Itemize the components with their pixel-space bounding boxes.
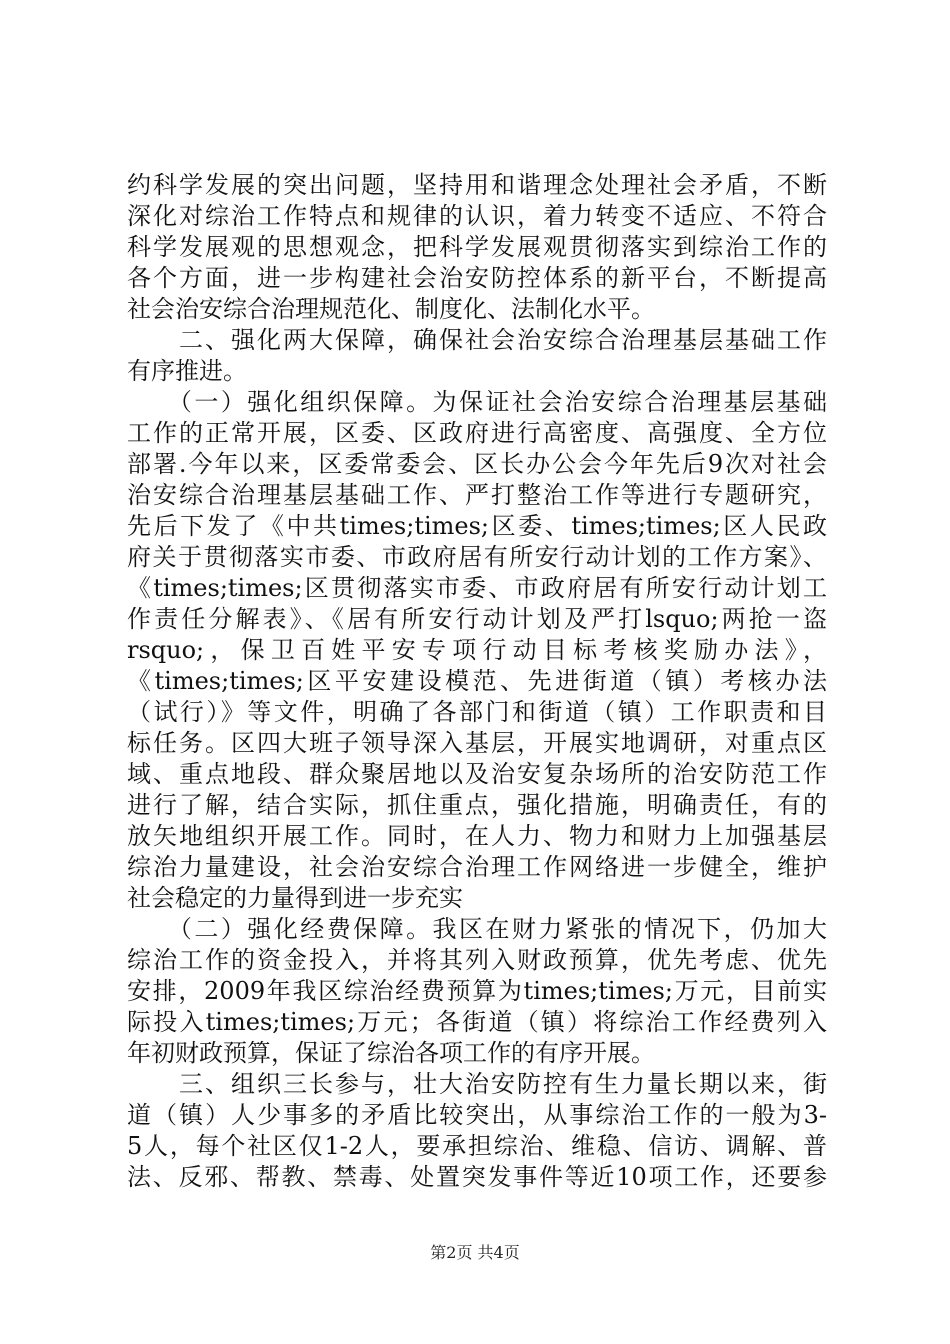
text-line: 约科学发展的突出问题，坚持用和谐理念处理社会矛盾，不断: [127, 171, 827, 199]
text-line: 放矢地组织开展工作。同时，在人力、物力和财力上加强基层: [127, 822, 827, 850]
text-line: 道（镇）人少事多的矛盾比较突出，从事综治工作的一般为3-: [127, 1101, 827, 1129]
text-line: 有序推进。: [127, 357, 247, 385]
text-line: （二）强化经费保障。我区在财力紧张的情况下，仍加大: [127, 915, 827, 943]
text-line: 安排，2009年我区综治经费预算为times;times;万元，目前实: [127, 977, 827, 1005]
text-line: 际投入times;times;万元；各街道（镇）将综治工作经费列入: [127, 1008, 827, 1036]
text-line: 域、重点地段、群众聚居地以及治安复杂场所的治安防范工作: [127, 760, 827, 788]
text-line: （一）强化组织保障。为保证社会治安综合治理基层基础: [127, 388, 827, 416]
text-line: （试行）》等文件，明确了各部门和街道（镇）工作职责和目: [127, 698, 827, 726]
text-line: 综治工作的资金投入，并将其列入财政预算，优先考虑、优先: [127, 946, 827, 974]
text-line: 社会稳定的力量得到进一步充实: [127, 884, 463, 912]
text-line: 社会治安综合治理规范化、制度化、法制化水平。: [127, 295, 655, 323]
text-line: 治安综合治理基层基础工作、严打整治工作等进行专题研究，: [127, 481, 827, 509]
text-line: 5人，每个社区仅1-2人，要承担综治、维稳、信访、调解、普: [127, 1132, 827, 1160]
body-text: [127, 170, 827, 1193]
text-line: 《times;times;区贯彻落实市委、市政府居有所安行动计划工: [127, 574, 827, 602]
text-line: 二、强化两大保障，确保社会治安综合治理基层基础工作: [127, 326, 827, 354]
text-line: 作责任分解表》、《居有所安行动计划及严打lsquo;两抢一盗: [127, 605, 827, 633]
text-line: 各个方面，进一步构建社会治安防控体系的新平台，不断提高: [127, 264, 827, 292]
text-line: 三、组织三长参与，壮大治安防控有生力量长期以来，街: [127, 1070, 827, 1098]
text-line: 科学发展观的思想观念，把科学发展观贯彻落实到综治工作的: [127, 233, 827, 261]
text-line: 《times;times;区平安建设模范、先进街道（镇）考核办法: [127, 667, 827, 695]
text-line: 法、反邪、帮教、禁毒、处置突发事件等近10项工作，还要参: [127, 1163, 827, 1191]
text-line: rsquo;，保卫百姓平安专项行动目标考核奖励办法》，: [127, 636, 827, 664]
page-footer: 第2页 共4页: [430, 1243, 520, 1262]
text-line: 府关于贯彻落实市委、市政府居有所安行动计划的工作方案》、: [127, 543, 827, 571]
text-line: 标任务。区四大班子领导深入基层，开展实地调研，对重点区: [127, 729, 827, 757]
text-line: 深化对综治工作特点和规律的认识，着力转变不适应、不符合: [127, 202, 827, 230]
text-line: 年初财政预算，保证了综治各项工作的有序开展。: [127, 1039, 655, 1067]
text-line: 工作的正常开展，区委、区政府进行高密度、高强度、全方位: [127, 419, 827, 447]
text-line: 综治力量建设，社会治安综合治理工作网络进一步健全，维护: [127, 853, 827, 881]
text-line: 先后下发了《中共times;times;区委、times;times;区人民政: [127, 512, 827, 540]
text-line: 进行了解，结合实际，抓住重点，强化措施，明确责任，有的: [127, 791, 827, 819]
text-line: 部署.今年以来，区委常委会、区长办公会今年先后9次对社会: [127, 450, 827, 478]
